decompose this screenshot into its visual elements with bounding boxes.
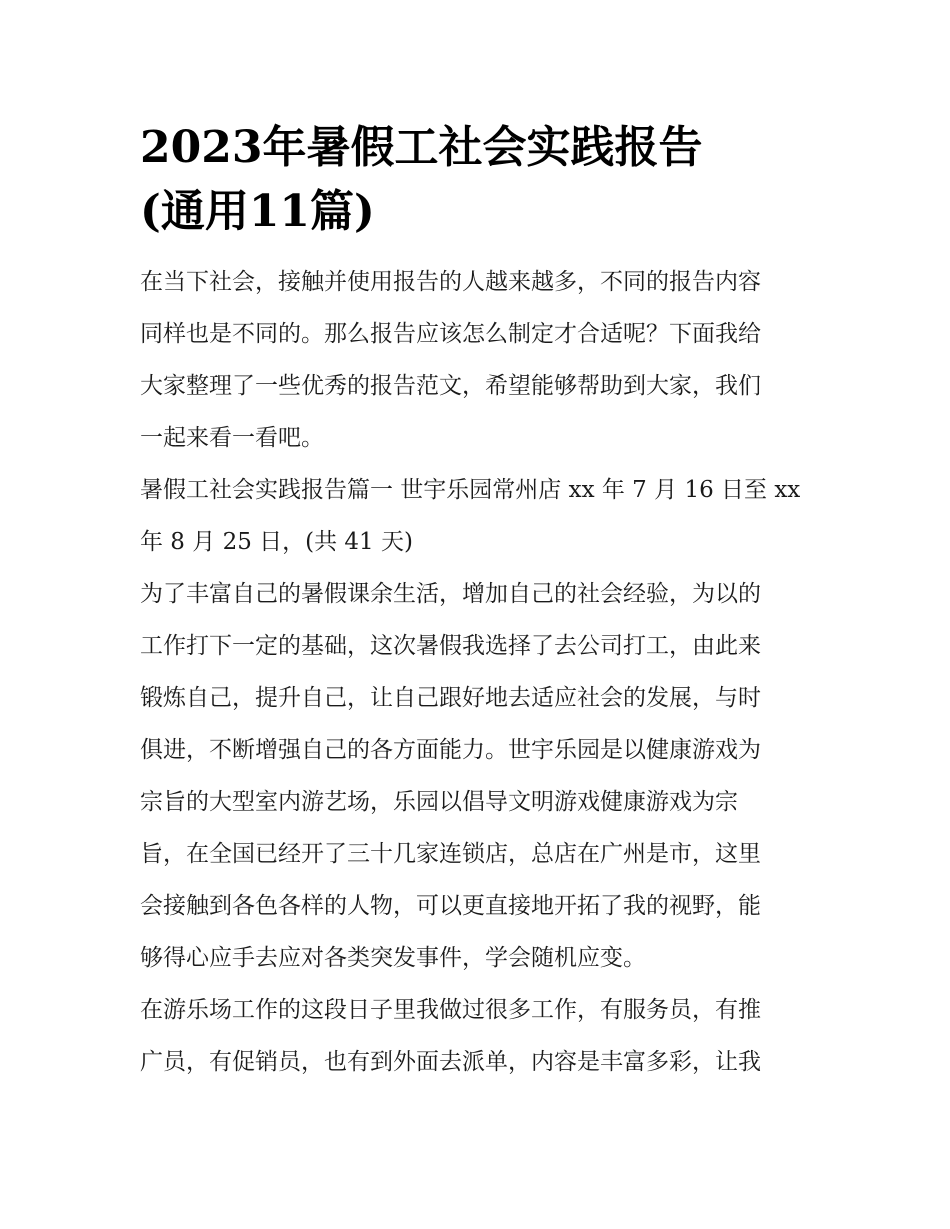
text-line: 为了丰富自己的暑假课余生活，增加自己的社会经验，为以的 (140, 581, 761, 607)
paragraph-body-1 (140, 568, 812, 984)
title-line: (通用11篇) (140, 186, 375, 237)
text-line: 同样也是不同的。那么报告应该怎么制定才合适呢？下面我给 (140, 321, 761, 347)
text-line: 暑假工社会实践报告篇一 世宇乐园常州店 xx 年 7 月 16 日至 xx (140, 477, 801, 503)
text-line: 锻炼自己，提升自己，让自己跟好地去适应社会的发展，与时 (140, 685, 761, 711)
paragraph-intro (140, 256, 812, 464)
text-line: 广员，有促销员，也有到外面去派单，内容是丰富多彩，让我 (140, 1049, 761, 1075)
document-title (140, 116, 812, 244)
paragraph-section-heading (140, 464, 812, 568)
text-line: 够得心应手去应对各类突发事件，学会随机应变。 (140, 945, 646, 971)
text-line: 大家整理了一些优秀的报告范文，希望能够帮助到大家，我们 (140, 373, 761, 399)
text-line: 一起来看一看吧。 (140, 425, 324, 451)
text-line: 年 8 月 25 日，(共 41 天) (140, 529, 413, 555)
document-body (140, 116, 812, 1088)
text-line: 工作打下一定的基础，这次暑假我选择了去公司打工，由此来 (140, 633, 761, 659)
text-line: 旨，在全国已经开了三十几家连锁店，总店在广州是市，这里 (140, 841, 761, 867)
text-line: 在游乐场工作的这段日子里我做过很多工作，有服务员，有推 (140, 997, 761, 1023)
title-line: 2023年暑假工社会实践报告 (140, 122, 703, 173)
text-line: 俱进，不断增强自己的各方面能力。世宇乐园是以健康游戏为 (140, 737, 761, 763)
text-line: 会接触到各色各样的人物，可以更直接地开拓了我的视野，能 (140, 893, 761, 919)
text-line: 在当下社会，接触并使用报告的人越来越多，不同的报告内容 (140, 269, 761, 295)
paragraph-body-2 (140, 984, 812, 1088)
text-line: 宗旨的大型室内游艺场，乐园以倡导文明游戏健康游戏为宗 (140, 789, 738, 815)
